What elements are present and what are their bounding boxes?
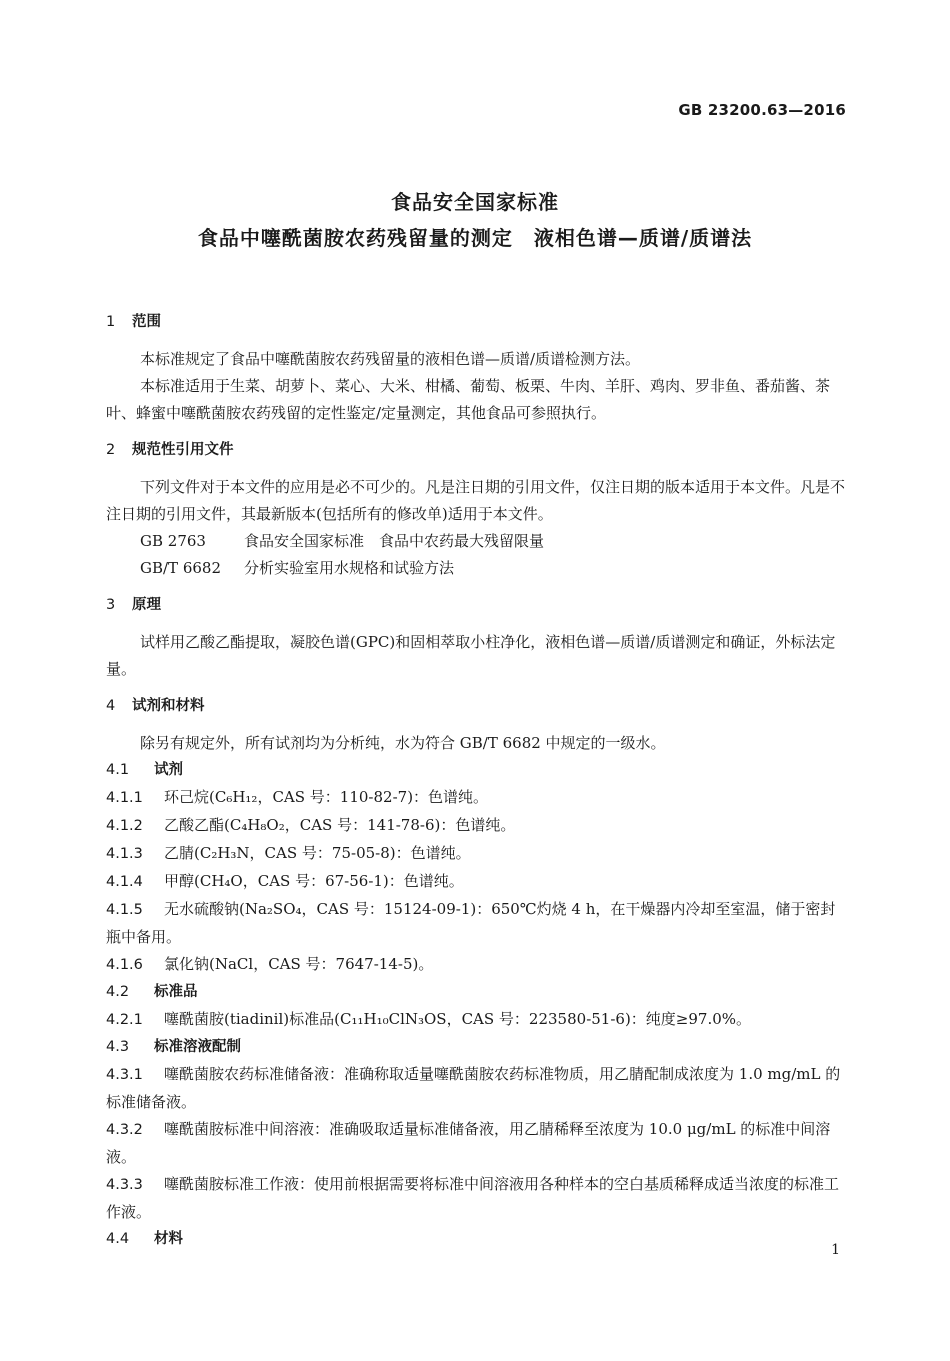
- document-body: [106, 309, 850, 1253]
- standard-code: GB 23200.63—2016: [678, 101, 846, 119]
- paragraph: 本标准规定了食品中噻酰菌胺农药残留量的液相色谱—质谱/质谱检测方法。: [140, 350, 641, 368]
- subsection-heading-4-1: 4.1 试剂: [106, 762, 183, 778]
- list-item: 4.3.2 噻酰菌胺标准中间溶液：准确吸取适量标准储备液，用乙腈稀释至浓度为 10.0 μg/mL 的标准中间溶液。: [106, 1120, 831, 1166]
- subsection-heading-4-4: 4.4 材料: [106, 1231, 183, 1247]
- paragraph: 下列文件对于本文件的应用是必不可少的。凡是注日期的引用文件，仅注日期的版本适用于本文件。凡是不注日期的引用文件，其最新版本(包括所有的修改单)适用于本文件。: [106, 478, 846, 523]
- section-heading-1: 1 范围: [106, 314, 161, 330]
- page-number: 1: [831, 1242, 840, 1258]
- subsection-heading-4-3: 4.3 标准溶液配制: [106, 1039, 241, 1055]
- list-item: 4.1.6 氯化钠(NaCl，CAS 号：7647-14-5)。: [106, 955, 434, 973]
- section-heading-4: 4 试剂和材料: [106, 698, 205, 714]
- list-item: 4.1.4 甲醇(CH₄O，CAS 号：67-56-1)：色谱纯。: [106, 872, 464, 890]
- list-item: 4.1.3 乙腈(C₂H₃N，CAS 号：75-05-8)：色谱纯。: [106, 844, 471, 862]
- list-item: 4.1.2 乙酸乙酯(C₄H₈O₂，CAS 号：141-78-6)：色谱纯。: [106, 816, 516, 834]
- section-heading-3: 3 原理: [106, 597, 161, 613]
- paragraph: 除另有规定外，所有试剂均为分析纯，水为符合 GB/T 6682 中规定的一级水。: [140, 734, 666, 752]
- section-heading-2: 2 规范性引用文件: [106, 442, 234, 458]
- list-item: 4.3.3 噻酰菌胺标准工作液：使用前根据需要将标准中间溶液用各种样本的空白基质稀释成适当浓度的标准工作液。: [106, 1175, 840, 1221]
- list-item: 4.2.1 噻酰菌胺(tiadinil)标准品(C₁₁H₁₀ClN₃OS，CAS 号：223580-51-6)：纯度≥97.0%。: [106, 1010, 752, 1028]
- subsection-heading-4-2: 4.2 标准品: [106, 984, 198, 1000]
- list-item: 4.1.1 环己烷(C₆H₁₂，CAS 号：110-82-7)：色谱纯。: [106, 788, 489, 806]
- title-line-1: 食品安全国家标准: [391, 190, 559, 214]
- title-line-2: 食品中噻酰菌胺农药残留量的测定 液相色谱—质谱/质谱法: [197, 226, 753, 250]
- paragraph: 本标准适用于生菜、胡萝卜、菜心、大米、柑橘、葡萄、板栗、牛肉、羊肝、鸡肉、罗非鱼、番茄酱、茶叶、蜂蜜中噻酰菌胺农药残留的定性鉴定/定量测定，其他食品可参照执行。: [106, 377, 831, 422]
- reference-item: GB 2763 食品安全国家标准 食品中农药最大残留限量: [140, 532, 545, 550]
- list-item: 4.3.1 噻酰菌胺农药标准储备液：准确称取适量噻酰菌胺农药标准物质，用乙腈配制成浓度为 1.0 mg/mL 的标准储备液。: [106, 1065, 841, 1111]
- paragraph: 试样用乙酸乙酯提取，凝胶色谱(GPC)和固相萃取小柱净化，液相色谱—质谱/质谱测定和确证，外标法定量。: [106, 633, 836, 678]
- list-item: 4.1.5 无水硫酸钠(Na₂SO₄，CAS 号：15124-09-1)：650℃灼烧 4 h，在干燥器内冷却至室温，储于密封瓶中备用。: [106, 900, 836, 946]
- reference-item: GB/T 6682 分析实验室用水规格和试验方法: [140, 559, 455, 577]
